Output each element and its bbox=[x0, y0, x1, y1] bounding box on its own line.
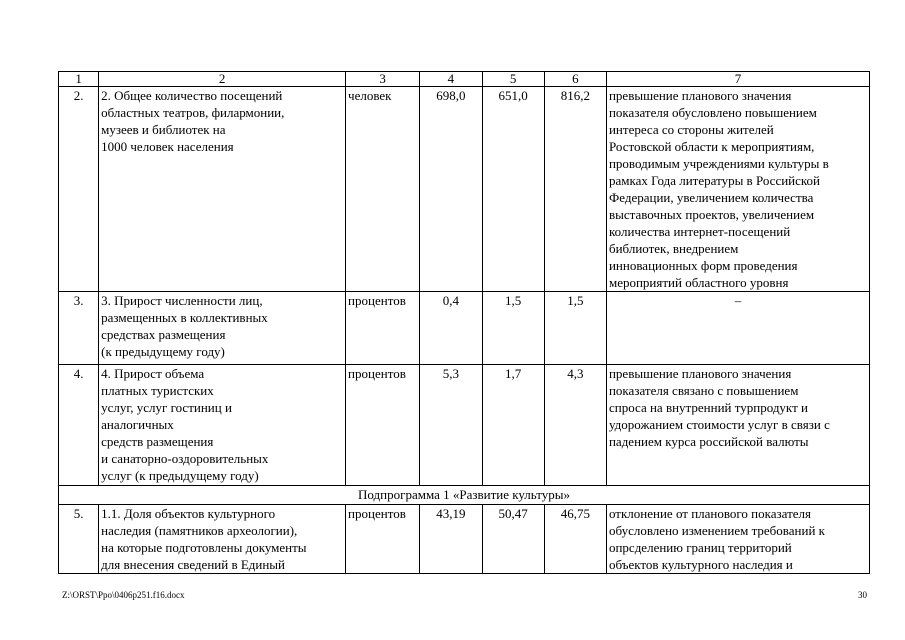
section-heading: Подпрограмма 1 «Развитие культуры» bbox=[59, 486, 870, 505]
unit-cell: процентов bbox=[346, 365, 420, 486]
column-number-cell: 4 bbox=[420, 72, 482, 87]
unit-cell: процентов bbox=[346, 505, 420, 574]
table-row bbox=[59, 505, 870, 574]
value-cell: 43,19 bbox=[420, 505, 482, 574]
file-path-footer: Z:\ORST\Ppo\0406p251.f16.docx bbox=[62, 590, 185, 600]
column-number-row bbox=[59, 72, 870, 87]
row-number-cell: 5. bbox=[59, 505, 99, 574]
unit-cell: процентов bbox=[346, 292, 420, 365]
value-cell: 5,3 bbox=[420, 365, 482, 486]
value-cell: 4,3 bbox=[544, 365, 606, 486]
indicators-table bbox=[58, 71, 870, 574]
indicator-name-cell: 1.1. Доля объектов культурного наследия (памятников археологии), на которые подготовлены документы для внесения сведений в Единый bbox=[99, 505, 346, 574]
table-row bbox=[59, 365, 870, 486]
column-number-cell: 7 bbox=[606, 72, 869, 87]
section-heading-row bbox=[59, 486, 870, 505]
table-row bbox=[59, 292, 870, 365]
value-cell: 46,75 bbox=[544, 505, 606, 574]
row-number-cell: 2. bbox=[59, 87, 99, 292]
value-cell: 0,4 bbox=[420, 292, 482, 365]
column-number-cell: 3 bbox=[346, 72, 420, 87]
indicator-name-cell: 2. Общее количество посещений областных театров, филармонии, музеев и библиотек на 1000 человек населения bbox=[99, 87, 346, 292]
indicator-name-cell: 3. Прирост численности лиц, размещенных в коллективных средствах размещения (к предыдущему году) bbox=[99, 292, 346, 365]
value-cell: 698,0 bbox=[420, 87, 482, 292]
column-number-cell: 1 bbox=[59, 72, 99, 87]
value-cell: 1,7 bbox=[482, 365, 544, 486]
value-cell: 50,47 bbox=[482, 505, 544, 574]
column-number-cell: 2 bbox=[99, 72, 346, 87]
indicator-name-cell: 4. Прирост объема платных туристских услуг, услуг гостиниц и аналогичных средств размещения и санаторно-оздоровительных услуг (к предыдущему году) bbox=[99, 365, 346, 486]
explanation-cell: превышение планового значения показателя обусловлено повышением интереса со стороны жителей Ростовской области к мероприятиям, проводимым учреждениями культуры в рамках Года литературы в Российской Федерации, увеличением количества выставочных проектов, увеличением количества интернет-посещений библиотек, внедрением инновационных форм проведения мероприятий областного уровня bbox=[606, 87, 869, 292]
table-row bbox=[59, 87, 870, 292]
explanation-cell: отклонение от планового показателя обусловлено изменением требований к опрсделению границ территорий объектов культурного наследия и bbox=[606, 505, 869, 574]
row-number-cell: 4. bbox=[59, 365, 99, 486]
value-cell: 816,2 bbox=[544, 87, 606, 292]
value-cell: 1,5 bbox=[544, 292, 606, 365]
column-number-cell: 6 bbox=[544, 72, 606, 87]
column-number-cell: 5 bbox=[482, 72, 544, 87]
value-cell: 1,5 bbox=[482, 292, 544, 365]
explanation-cell: превышение планового значения показателя связано с повышением спроса на внутренний турпродукт и удорожанием стоимости услуг в связи с падением курса российской валюты bbox=[606, 365, 869, 486]
explanation-cell: – bbox=[606, 292, 869, 365]
value-cell: 651,0 bbox=[482, 87, 544, 292]
unit-cell: человек bbox=[346, 87, 420, 292]
page-number: 30 bbox=[858, 590, 867, 600]
row-number-cell: 3. bbox=[59, 292, 99, 365]
